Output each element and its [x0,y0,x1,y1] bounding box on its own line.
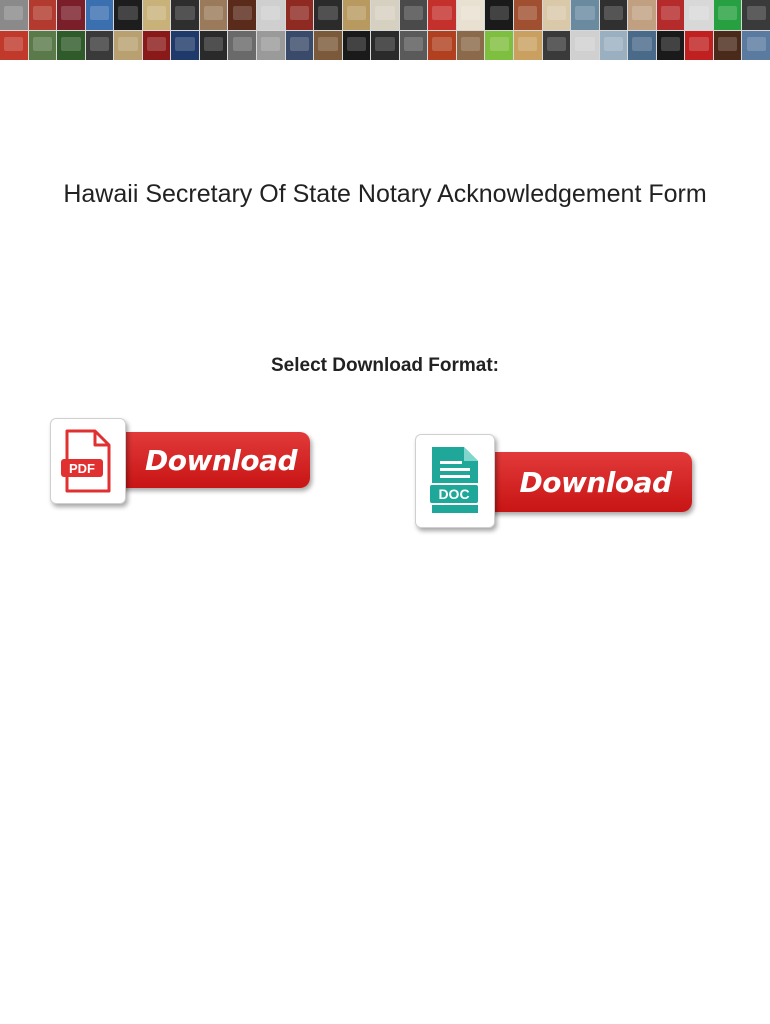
thumbnail-image [200,0,228,30]
thumbnail-image [86,31,114,60]
doc-download-bar[interactable] [479,452,692,512]
thumbnail-image [400,31,428,60]
thumbnail-image [57,31,85,60]
thumbnail-image [543,31,571,60]
thumbnail-image [286,0,314,30]
thumbnail-image [457,31,485,60]
thumbnail-image [628,31,656,60]
pdf-download-bar[interactable] [112,432,310,488]
thumbnail-image [657,31,685,60]
thumbnail-image [600,0,628,30]
thumbnail-image [485,31,513,60]
thumbnail-image [714,0,742,30]
thumbnail-image [286,31,314,60]
thumbnail-image [114,31,142,60]
page-title: Hawaii Secretary Of State Notary Acknowledgement Form [63,180,707,208]
thumbnail-image [143,0,171,30]
thumbnail-image [514,0,542,30]
thumbnail-image [200,31,228,60]
download-doc-button[interactable] [415,434,695,532]
thumbnail-image [86,0,114,30]
thumbnail-image [457,0,485,30]
thumbnail-image [143,31,171,60]
thumbnail-image [571,31,599,60]
thumbnail-image [428,0,456,30]
download-pdf-button[interactable] [50,418,315,508]
thumbnail-image [428,31,456,60]
thumbnail-image [714,31,742,60]
thumbnail-image [171,0,199,30]
thumbnail-image [228,0,256,30]
thumbnail-image [514,31,542,60]
thumbnail-image [57,0,85,30]
thumbnail-grid [0,0,770,60]
thumbnail-image [742,31,770,60]
thumbnail-image [29,31,57,60]
thumbnail-image [171,31,199,60]
thumbnail-image [314,31,342,60]
thumbnail-image [685,31,713,60]
thumbnail-image [343,0,371,30]
thumbnail-image [29,0,57,30]
pdf-file-icon [50,418,126,504]
thumbnail-image [571,0,599,30]
thumbnail-image [485,0,513,30]
thumbnail-image [742,0,770,30]
doc-file-icon [415,434,495,528]
doc-download-label: Download [519,465,672,499]
pdf-icon-label: PDF [69,461,95,476]
thumbnail-image [343,31,371,60]
thumbnail-image [314,0,342,30]
thumbnail-image [114,0,142,30]
select-format-label: Select Download Format: [270,355,500,376]
pdf-download-label: Download [144,443,298,477]
thumbnail-image [257,31,285,60]
thumbnail-image [0,0,28,30]
thumbnail-image [600,31,628,60]
thumbnail-image [543,0,571,30]
thumbnail-image [228,31,256,60]
thumbnail-image [0,31,28,60]
thumbnail-image [257,0,285,30]
thumbnail-image [685,0,713,30]
doc-icon-label: DOC [438,486,470,502]
thumbnail-image [400,0,428,30]
thumbnail-image [628,0,656,30]
thumbnail-image [371,31,399,60]
thumbnail-image [657,0,685,30]
thumbnail-image [371,0,399,30]
thumbnail-banner [0,0,770,60]
